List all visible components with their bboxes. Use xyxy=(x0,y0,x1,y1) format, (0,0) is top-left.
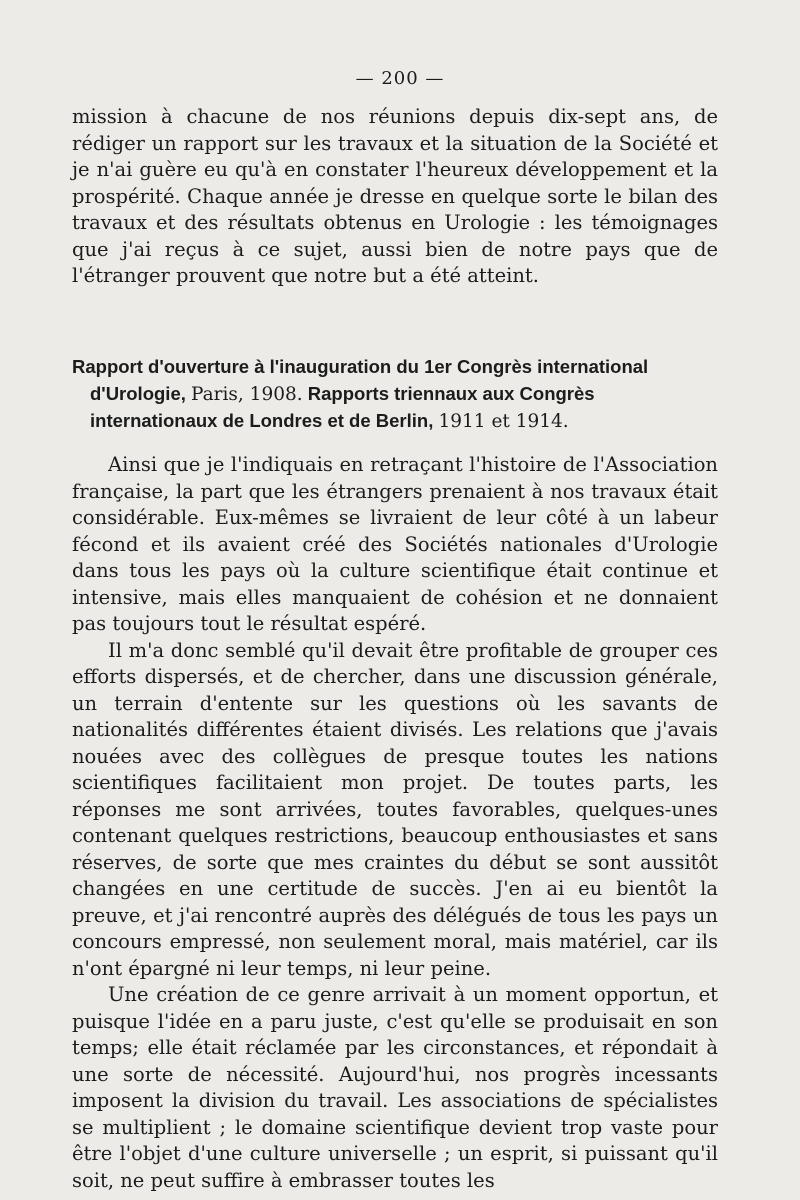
body-paragraph-3: Une création de ce genre arrivait à un moment opportun, et puisque l'idée en a paru juste, c'est qu'elle se produisait en son temps; elle était réclamée par les circonstances, et répondait à une sorte de nécessité. Aujourd'hui, nos progrès incessants imposent la division du travail. Les associations de spécialistes se multiplient ; le domaine scientifique devient trop vaste pour être l'objet d'une culture universelle ; un esprit, si puissant qu'il soit, ne peut suffire à embrasser toutes les xyxy=(72,983,718,1192)
body-text xyxy=(72,452,718,1194)
heading-place-date: Paris, 1908. xyxy=(191,383,303,405)
intro-paragraph: mission à chacune de nos réunions depuis dix-sept ans, de rédiger un rapport sur les travaux et la situation de la Société et je n'ai guère eu qu'à en constater l'heureux développement et la prospérité. Chaque année je dresse en quelque sorte le bilan des travaux et des résultats obtenus en Urologie : les témoignages que j'ai reçus à ce sujet, aussi bien de notre pays que de l'étranger prouvent que notre but a été atteint. xyxy=(72,105,718,287)
heading-years: 1911 et 1914. xyxy=(438,411,569,432)
heading-subtitle: Rapports triennaux aux Congrès internationaux de Londres et de Berlin, xyxy=(90,382,595,431)
section-heading-text xyxy=(72,354,718,436)
intro-block xyxy=(72,104,718,290)
heading-title: Rapport d'ouverture à l'inauguration du 1er Congrès international d'Urologie, xyxy=(72,356,649,404)
section-heading xyxy=(72,354,718,436)
page-number: — 200 — xyxy=(355,68,445,89)
body-paragraph-1: Ainsi que je l'indiquais en retraçant l'histoire de l'Association française, la part que les étrangers prenaient à nos travaux était considérable. Eux-mêmes se livraient de leur côté à un labeur fécond et ils avaient créé des Sociétés nationales d'Urologie dans tous les pays où la culture scientifique était continue et intensive, mais elles manquaient de cohésion et ne donnaient pas toujours tout le résultat espéré. xyxy=(72,453,718,635)
body-paragraph-2: Il m'a donc semblé qu'il devait être profitable de grouper ces efforts dispersés, et de chercher, dans une discussion générale, un terrain d'entente sur les questions où les savants de nationalités différentes étaient divisés. Les relations que j'avais nouées avec des collègues de presque toutes les nations scientifiques facilitaient mon projet. De toutes parts, les réponses me sont arrivées, toutes favorables, quelques-unes contenant quelques restrictions, beaucoup enthousiastes et sans réserves, de sorte que mes craintes du début se sont aussitôt changées en une certitude de succès. J'en ai eu bientôt la preuve, et j'ai rencontré auprès des délégués de tous les pays un concours empressé, non seulement moral, mais matériel, car ils n'ont épargné ni leur temps, ni leur peine. xyxy=(72,638,718,980)
